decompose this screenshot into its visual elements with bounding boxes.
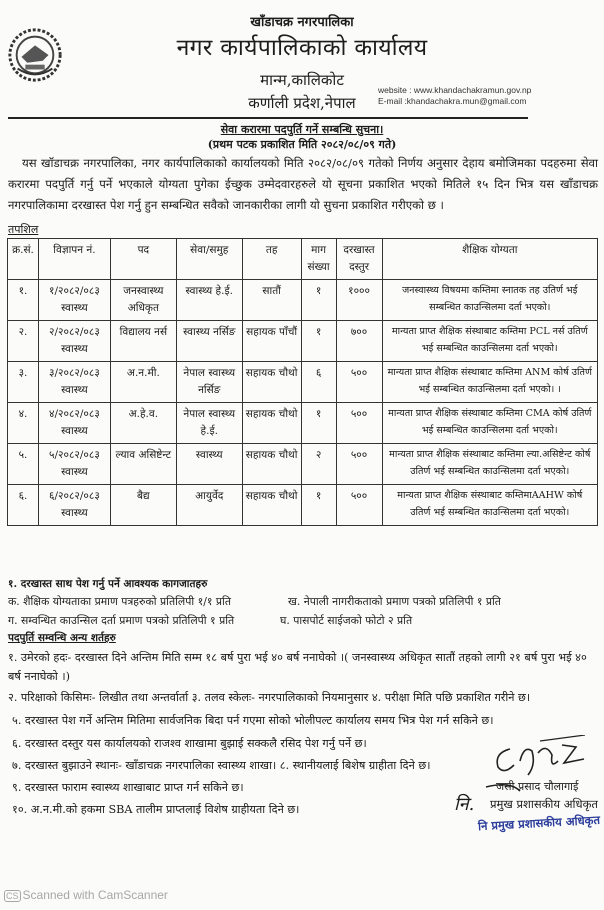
cell-post: जनस्वास्थ्य अधिकृत — [110, 280, 176, 321]
condition-item: ५. दरखास्त पेश गर्ने अन्तिम मितिमा सार्वजनिक बिदा पर्न गएमा सोको भोलीपल्ट कार्यालय समय भित्र पेश गर्न सकिने छ। — [12, 714, 494, 727]
cell-service: स्वास्थ्य नर्सिङ — [176, 321, 242, 362]
signatory-prefix: नि. — [454, 794, 475, 815]
cell-fee: ५०० — [336, 362, 382, 403]
cell-qualification: मान्यता प्राप्त शैक्षिक संस्थाबाट कम्तिमा PCL नर्स उतिर्ण भई सम्बन्धित काउन्सिलमा दर्ता भएको। — [382, 321, 597, 362]
condition-item: ७. दरखास्त बुझाउने स्थानः- खाँडाचक्र नगरपालिका स्वास्थ्य शाखा। ८. स्थानीयलाई बिशेष ग्राहीता दिने छ। — [12, 759, 431, 772]
cell-sn: ३. — [8, 362, 39, 403]
cell-service: आयुर्वेद — [176, 485, 242, 526]
cell-sn: २. — [8, 321, 39, 362]
cell-fee: ५०० — [336, 444, 382, 485]
cell-qualification: मान्यता प्राप्त शैक्षिक संस्थाबाट कम्तिमा ANM कोर्ष उतिर्ण भई सम्बन्धित काउन्सिलमा दर्ता भएको। । — [382, 362, 597, 403]
header-adv-no: विज्ञापन नं. — [38, 239, 110, 280]
conditions-title: पदपुर्ति सम्वन्धि अन्य शर्तहरु — [8, 632, 116, 644]
cell-qualification: जनस्वास्थ्य विषयमा कम्तिमा स्नातक तह उतिर्ण भई सम्बन्धित काउन्सिलमा दर्ता भएको। — [382, 280, 597, 321]
signatory-title: प्रमुख प्रशासकीय अधिकृत — [490, 797, 598, 811]
header-demand: माग संख्या — [301, 239, 336, 280]
notice-subtitle: (प्रथम पटक प्रकाशित मिति २०८२/०८/०९ गते) — [207, 138, 397, 151]
condition-item: ९. दरखास्त फाराम स्वास्थ्य शाखाबाट प्राप्त गर्न सकिने छ। — [12, 781, 244, 794]
cell-level: सहायक पाँचौं — [242, 321, 301, 362]
address-line-2: कर्णाली प्रदेश,नेपाल — [248, 94, 356, 112]
cell-qualification: मान्यता प्राप्त शैक्षिक संस्थाबाट कम्तिमा ल्या.असिष्टेन्ट कोर्ष उतिर्ण भई सम्बन्धित काउन्सिलमा दर्ता भएको। — [382, 444, 597, 485]
official-stamp: नि प्रमुख प्रशासकीय अधिकृत — [477, 812, 601, 834]
table-header-row — [8, 239, 598, 280]
cell-level: सहायक चौथो — [242, 444, 301, 485]
cell-fee: ५०० — [336, 485, 382, 526]
cell-service: स्वास्थ्य हे.ई. — [176, 280, 242, 321]
cell-sn: ५. — [8, 444, 39, 485]
cell-demand: ६ — [301, 362, 336, 403]
camscanner-logo-icon: CS — [6, 891, 19, 901]
table-row — [8, 321, 598, 362]
camscanner-watermark — [4, 888, 168, 902]
cell-qualification: मान्यता प्राप्त शैक्षिक संस्थाबाट कम्तिमा CMA कोर्ष उतिर्ण भई सम्बन्धित काउन्सिलमा दर्ता भएको। — [382, 403, 597, 444]
cell-post: विद्यालय नर्स — [110, 321, 176, 362]
cell-qualification: मान्यता प्राप्त शैक्षिक संस्थाबाट कम्तिमाAAHW कोर्ष उतिर्ण भई सम्बन्धित काउन्सिलमा दर्ता भएको। — [382, 485, 597, 526]
cell-adv-no: ६/२०८२/०८३ स्वास्थ्य — [38, 485, 110, 526]
cell-fee: ७०० — [336, 321, 382, 362]
document-item: ग. सम्वन्धित काउन्सिल दर्ता प्रमाण पत्रको प्रतिलिपी १ प्रति — [8, 614, 235, 627]
condition-item: २. परिक्षाको किसिमः- लिखीत तथा अन्तर्वार्ता ३. तलव स्केलः- नगरपालिकाको नियमानुसार ४. परीक्षा मिति पछि प्रकाशित गरीने छ। — [8, 691, 531, 704]
cell-demand: १ — [301, 485, 336, 526]
cell-demand: २ — [301, 444, 336, 485]
cell-level: सातौं — [242, 280, 301, 321]
cell-demand: १ — [301, 321, 336, 362]
watermark-text: Scanned with CamScanner — [22, 888, 168, 902]
cell-fee: १००० — [336, 280, 382, 321]
cell-fee: ५०० — [336, 403, 382, 444]
cell-adv-no: ४/२०८२/०८३ स्वास्थ्य — [38, 403, 110, 444]
address-line-1: मान्म,कालिकोट — [260, 71, 344, 89]
cell-service: नेपाल स्वास्थ्य हे.ई. — [176, 403, 242, 444]
table-row — [8, 280, 598, 321]
cell-post: अ.हे.व. — [110, 403, 176, 444]
documents-title: १. दरखास्त साथ पेश गर्नु पर्ने आवश्यक कागजातहरु — [8, 578, 208, 590]
contact-info — [378, 85, 531, 107]
cell-adv-no: ५/२०८२/०८३ स्वास्थ्य — [38, 444, 110, 485]
header-sn: क्र.सं. — [8, 239, 39, 280]
documents-row — [8, 613, 412, 628]
cell-post: अ.न.मी. — [110, 362, 176, 403]
details-label: तपशिल — [8, 223, 39, 236]
cell-service: नेपाल स्वास्थ्य नर्सिङ — [176, 362, 242, 403]
condition-item: १०. अ.न.मी.को हकमा SBA तालीम प्राप्तलाई विशेष ग्राहीयता दिने छ। — [12, 803, 300, 816]
table-row — [8, 485, 598, 526]
cell-post: बैद्य — [110, 485, 176, 526]
document-item: घ. पासपोर्ट साईजको फोटो २ प्रति — [280, 614, 413, 627]
cell-post: ल्याव असिष्टेन्ट — [110, 444, 176, 485]
header-qualification: शैक्षिक योग्यता — [382, 239, 597, 280]
cell-service: स्वास्थ्य — [176, 444, 242, 485]
cell-sn: ४. — [8, 403, 39, 444]
cell-adv-no: ३/२०८२/०८३ स्वास्थ्य — [38, 362, 110, 403]
header-post: पद — [110, 239, 176, 280]
documents-row — [8, 594, 501, 609]
table-row — [8, 444, 598, 485]
cell-adv-no: १/२०८२/०८३ स्वास्थ्य — [38, 280, 110, 321]
cell-level: सहायक चौथो — [242, 403, 301, 444]
document-item: क. शैक्षिक योग्यताका प्रमाण पत्रहरुको प्रतिलिपी १/१ प्रति — [8, 595, 231, 608]
notice-title: सेवा करारमा पदपुर्ति गर्ने सम्बन्धि सुचना। — [220, 123, 384, 136]
signatory-name: जसी प्रसाद चौलागाई — [496, 780, 579, 793]
intro-paragraph: यस खॉडाचक्र नगरपालिका, नगर कार्यपालिकाको कार्यालयको मिति २०८२/०८/०९ गतेको निर्णय अनुसार देहाय बमोजिमका पदहरुमा सेवा करारमा पदपुर्ति गर्नु पर्ने भएकाले योग्यता पुगेका ईच्छुक उम्मेदवारहरुले यो सूचना प्रकाशित भएको मितिले १५ दिन भित्र यस खाँडाचक्र नगरपालिकामा दरखास्त पेश गर्नु हुन सम्बन्धित सवैको जानकारीका लागी यो सुचना प्रकाशित गरीएको छ । — [8, 156, 598, 212]
cell-sn: १. — [8, 280, 39, 321]
cell-level: सहायक चौथो — [242, 362, 301, 403]
document-item: ख. नेपाली नागरीकताको प्रमाण पत्रको प्रतिलिपी १ प्रति — [288, 595, 501, 608]
cell-demand: १ — [301, 280, 336, 321]
cell-level: सहायक चौथो — [242, 485, 301, 526]
header-fee: दरखास्त दस्तुर — [336, 239, 382, 280]
header-divider — [8, 117, 528, 119]
cell-sn: ६. — [8, 485, 39, 526]
vacancy-table — [7, 238, 598, 526]
municipality-name: खाँडाचक्र नगरपालिका — [250, 15, 354, 30]
cell-demand: १ — [301, 403, 336, 444]
website-text: website : www.khandachakramun.gov.np — [378, 85, 532, 95]
condition-item: ६. दरखास्त दस्तुर यस कार्यालयको राजश्व शाखामा बुझाई सक्कलै रसिद पेश गर्नु पर्ने छ। — [12, 737, 367, 750]
email-text: E-mail :khandachakra.mun@gmail.com — [378, 96, 527, 106]
header-service: सेवा/समुह — [176, 239, 242, 280]
table-row — [8, 362, 598, 403]
office-name: नगर कार्यपालिकाको कार्यालय — [176, 35, 428, 61]
cell-adv-no: २/२०८२/०८३ स्वास्थ्य — [38, 321, 110, 362]
header-level: तह — [242, 239, 301, 280]
condition-item: १. उमेरको हदः- दरखास्त दिने अन्तिम मिति सम्म १८ बर्ष पुरा भई ४० बर्ष ननाघेको ।( जनस्वास्थ्य अधिकृत सातौं तहको लागी २१ बर्ष पुरा भई ४० बर्ष ननाघेको ।) — [8, 651, 587, 683]
table-row — [8, 403, 598, 444]
